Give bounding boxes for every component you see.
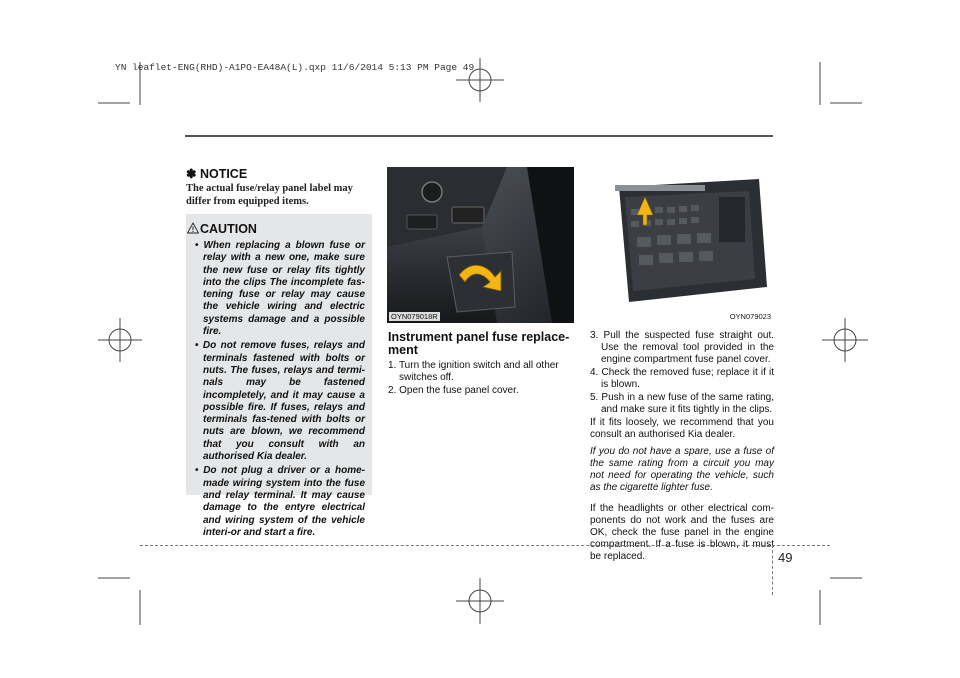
caution-item: • When replacing a blown fuse or relay with a new one, make sure the new fuse or relay fits tightly into the clips The incomplete fas-tening fuse or relay may cause the vehicle wiring and electric systems damage and a possible fire. (193, 240, 365, 338)
header-rule (185, 135, 773, 137)
fuse-panel-photo (589, 167, 775, 323)
italic-note: If you do not have a spare, use a fuse of the same rating from a circuit you may not need for operating the vehicle, such as the cigarette lighter fuse. (590, 446, 774, 493)
step-item: 5. Push in a new fuse of the same rating, and make sure it fits tightly in the clips. (590, 392, 774, 415)
caution-box (186, 214, 372, 538)
step-item: 3. Pull the suspected fuse straight out. Use the removal tool provided in the engine compartment fuse panel cover. (590, 330, 774, 365)
steps-list-continued (590, 330, 774, 416)
step-item: 4. Check the removed fuse; replace it if it is blown. (590, 367, 774, 390)
image-caption: OYN079023 (729, 312, 771, 321)
warning-triangle-icon (187, 222, 199, 234)
section-title: Instrument panel fuse replace-ment (388, 330, 570, 357)
caution-item: • Do not remove fuses, relays and terminals fastened with bolts or nuts. The fuses, relays and termi-nals may be fastened incompletely, and it may cause a possible fire. If fuses, relays and terminals fas-tened with bolts or nuts are blown, we recommend that you consult with an authorised Kia dealer. (193, 340, 365, 463)
footer-rule (140, 545, 830, 546)
image-caption: OYN079018R (391, 312, 438, 321)
instrument-panel-photo (387, 167, 574, 323)
notice-title: ✽ NOTICE (186, 167, 248, 181)
paragraph: If the headlights or other electrical com-ponents do not work and the fuses are OK, check the fuse panel in the engine compartment. If a fuse is blown, it must be replaced. (590, 503, 774, 562)
caution-title: CAUTION (200, 222, 257, 236)
step-item: 2. Open the fuse panel cover. (388, 385, 519, 396)
steps-list (388, 360, 574, 398)
caution-item: • Do not plug a driver or a home-made wiring system into the fuse and relay terminal. It may cause damage to the entyre electrical and wiring system of the vehicle interi-or and start a fire. (193, 465, 365, 539)
fuse-panel-illustration (589, 167, 775, 323)
page-number: 49 (778, 550, 793, 565)
notice-text: The actual fuse/relay panel label may differ from equipped items. (186, 183, 353, 207)
paragraph: If it fits loosely, we recommend that you consult an authorised Kia dealer. (590, 417, 774, 440)
column-3 (590, 330, 774, 563)
print-slug: YN leaflet-ENG(RHD)-A1PO-EA48A(L).qxp 11/6/2014 5:13 PM Page 49 (115, 62, 475, 73)
instrument-panel-illustration (387, 167, 574, 323)
footer-divider (772, 545, 773, 595)
caution-list (193, 240, 365, 541)
step-item: 1. Turn the ignition switch and all other switches off. (388, 360, 559, 383)
